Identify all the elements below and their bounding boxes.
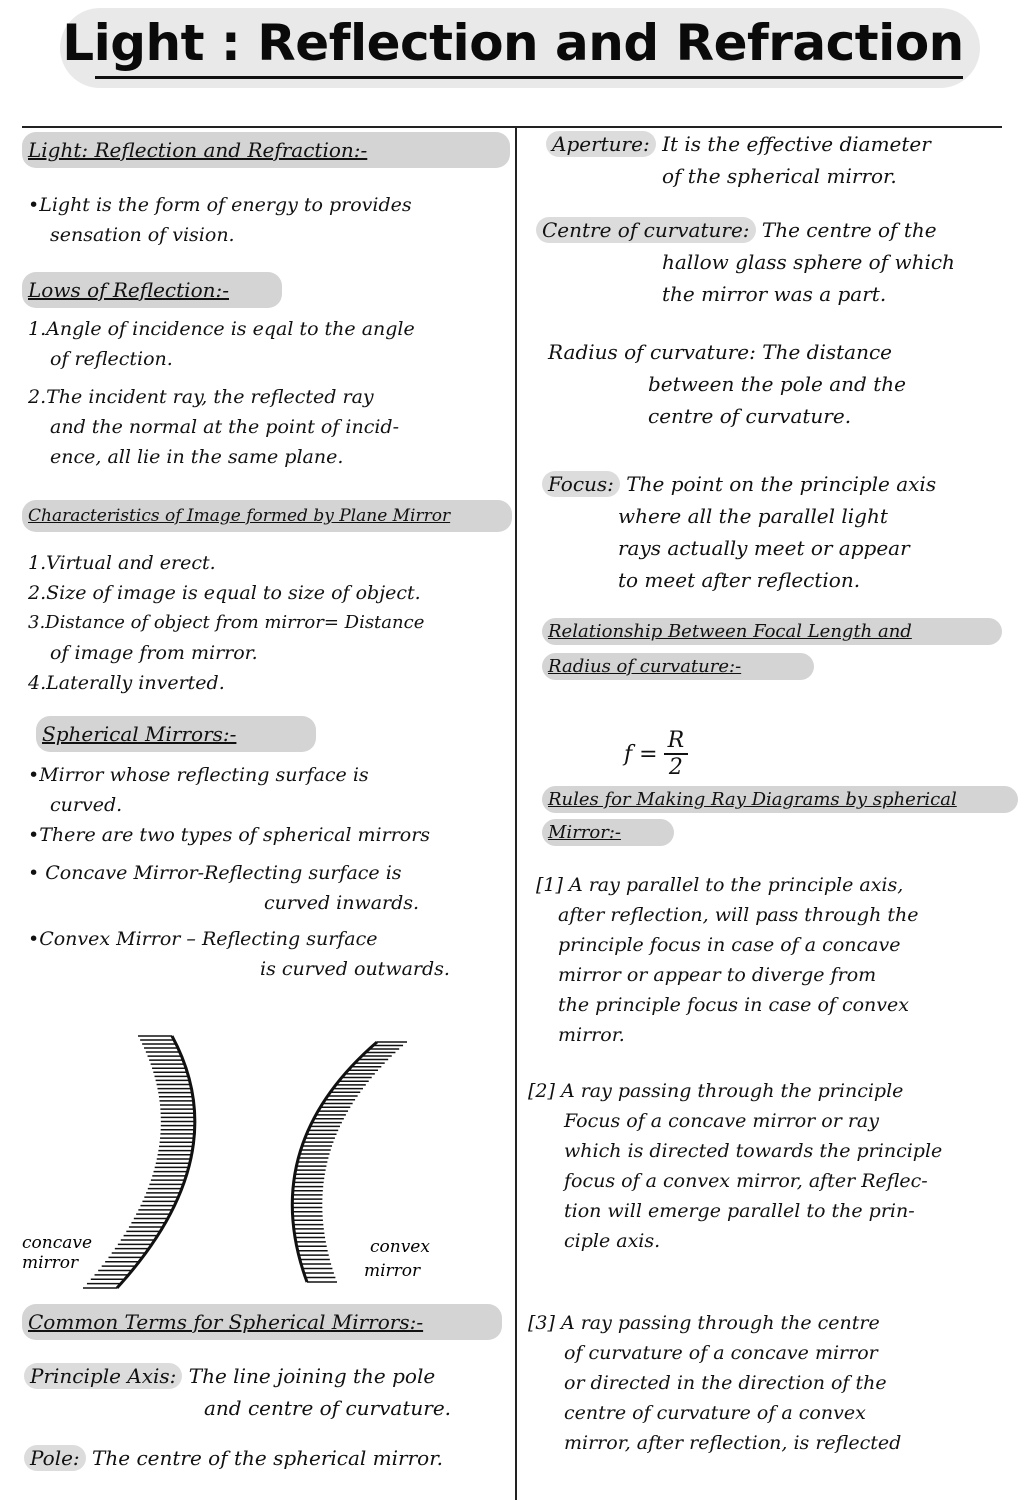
rule-line: the principle focus in case of convex xyxy=(558,994,909,1016)
intro-line: sensation of vision. xyxy=(50,224,235,246)
spherical-item: curved inwards. xyxy=(264,892,420,914)
rule-line: mirror or appear to diverge from xyxy=(558,964,877,986)
term-text: The centre of the xyxy=(761,218,937,242)
rule-line: mirror, after reflection, is reflected xyxy=(564,1432,902,1454)
term-text: The centre of the spherical mirror. xyxy=(92,1446,443,1470)
term-text: centre of curvature. xyxy=(648,404,852,428)
intro-line: •Light is the form of energy to provides xyxy=(28,194,412,216)
concave-label: mirror xyxy=(22,1253,79,1273)
law-item: ence, all lie in the same plane. xyxy=(50,446,344,468)
rule-line: Focus of a concave mirror or ray xyxy=(564,1110,879,1132)
rules-heading: Rules for Making Ray Diagrams by spherical xyxy=(542,786,1018,813)
title-underline xyxy=(95,76,963,79)
characteristic-item: 3.Distance of object from mirror= Distance xyxy=(28,612,425,633)
spherical-item: • Concave Mirror-Reflecting surface is xyxy=(28,862,402,884)
rule-line: or directed in the direction of the xyxy=(564,1372,887,1394)
characteristic-item: of image from mirror. xyxy=(50,642,258,664)
convex-label: convex xyxy=(370,1237,430,1257)
term-name: Aperture: xyxy=(546,131,656,157)
rules-heading: Mirror:- xyxy=(542,819,674,846)
spherical-item: •Convex Mirror – Reflecting surface xyxy=(28,928,378,950)
laws-heading: Lows of Reflection:- xyxy=(22,272,282,308)
characteristics-heading: Characteristics of Image formed by Plane Mirror xyxy=(22,500,512,532)
term-text: hallow glass sphere of which xyxy=(662,250,955,274)
term-text: to meet after reflection. xyxy=(618,568,861,592)
formula-lhs: f = xyxy=(624,741,658,767)
formula-denominator: 2 xyxy=(668,755,683,780)
spherical-item: •There are two types of spherical mirrors xyxy=(28,824,431,846)
term-text: of the spherical mirror. xyxy=(662,164,897,188)
rule-line: ciple axis. xyxy=(564,1230,661,1252)
concave-label: concave xyxy=(22,1233,93,1253)
intro-heading: Light: Reflection and Refraction:- xyxy=(22,132,510,168)
concave-mirror xyxy=(83,1036,195,1288)
term-text: The distance xyxy=(762,340,892,364)
law-item: of reflection. xyxy=(50,348,173,370)
term-entry xyxy=(546,128,931,160)
mirrors-diagram xyxy=(22,1026,510,1298)
term-text: between the pole and the xyxy=(648,372,906,396)
rule-line: principle focus in case of a concave xyxy=(558,934,901,956)
term-entry xyxy=(536,214,955,246)
rule-line: focus of a convex mirror, after Reflec- xyxy=(564,1170,928,1192)
term-name: Principle Axis: xyxy=(24,1363,182,1389)
term-entry xyxy=(542,468,936,500)
term-text: and centre of curvature. xyxy=(204,1396,452,1420)
spherical-item: curved. xyxy=(50,794,123,816)
law-item: and the normal at the point of incid- xyxy=(50,416,400,438)
term-entry xyxy=(24,1360,510,1392)
term-text: The line joining the pole xyxy=(188,1364,436,1388)
formula-fraction xyxy=(664,728,689,780)
rule-line: after reflection, will pass through the xyxy=(558,904,919,926)
relation-heading: Radius of curvature:- xyxy=(542,653,814,680)
page-title: Light : Reflection and Refraction xyxy=(62,14,964,72)
focal-length-formula xyxy=(624,728,688,780)
law-item: 1.Angle of incidence is eqal to the angle xyxy=(28,318,415,340)
term-name: Pole: xyxy=(24,1445,86,1471)
term-name: Radius of curvature: xyxy=(548,340,756,364)
rule-line: mirror. xyxy=(558,1024,625,1046)
column-divider xyxy=(515,128,517,1500)
rule-line: [3] A ray passing through the centre xyxy=(528,1312,880,1334)
term-text: It is the effective diameter xyxy=(662,132,931,156)
spherical-item: •Mirror whose reflecting surface is xyxy=(28,764,369,786)
rule-line: tion will emerge parallel to the prin- xyxy=(564,1200,915,1222)
common-terms-heading: Common Terms for Spherical Mirrors:- xyxy=(22,1304,502,1340)
formula-numerator: R xyxy=(664,728,689,755)
spherical-heading: Spherical Mirrors:- xyxy=(36,716,316,752)
relation-heading: Relationship Between Focal Length and xyxy=(542,618,1002,645)
term-text: The point on the principle axis xyxy=(626,472,937,496)
rule-line: centre of curvature of a convex xyxy=(564,1402,866,1424)
term-name: Focus: xyxy=(542,471,620,497)
term-name: Centre of curvature: xyxy=(536,217,756,243)
characteristic-item: 2.Size of image is equal to size of object. xyxy=(28,582,421,604)
term-text: where all the parallel light xyxy=(618,504,888,528)
law-item: 2.The incident ray, the reflected ray xyxy=(28,386,374,408)
convex-label: mirror xyxy=(364,1261,421,1281)
rule-line: [2] A ray passing through the principle xyxy=(528,1080,904,1102)
rule-line: of curvature of a concave mirror xyxy=(564,1342,878,1364)
term-text: the mirror was a part. xyxy=(662,282,887,306)
term-entry xyxy=(24,1442,510,1474)
term-entry xyxy=(548,336,906,368)
characteristic-item: 4.Laterally inverted. xyxy=(28,672,225,694)
characteristic-item: 1.Virtual and erect. xyxy=(28,552,216,574)
term-text: rays actually meet or appear xyxy=(618,536,910,560)
rule-line: which is directed towards the principle xyxy=(564,1140,943,1162)
spherical-item: is curved outwards. xyxy=(260,958,450,980)
rule-line: [1] A ray parallel to the principle axis, xyxy=(536,874,904,896)
